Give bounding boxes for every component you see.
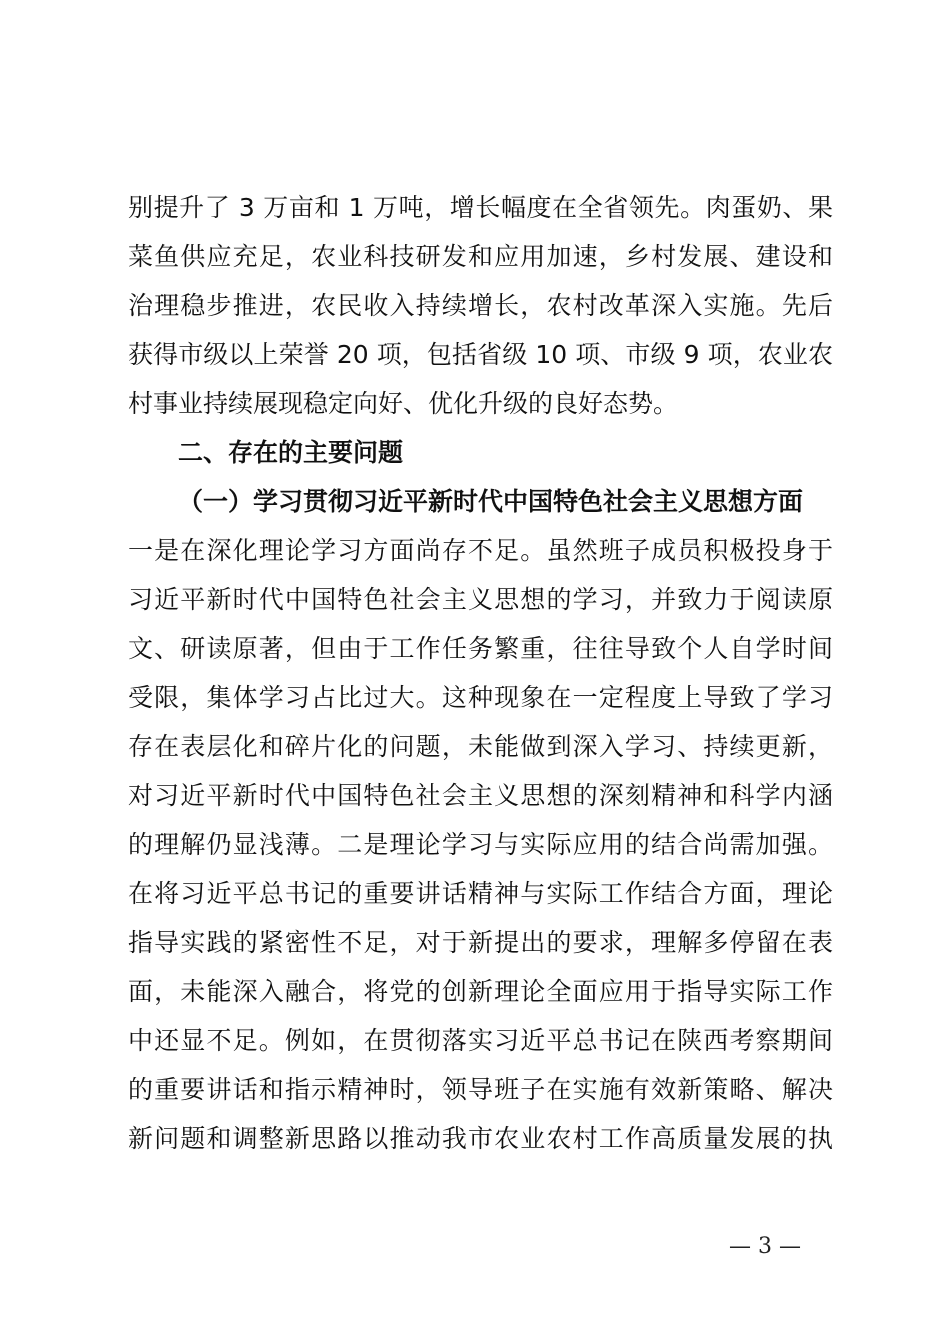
paragraph-2-line: 指导实践的紧密性不足，对于新提出的要求，理解多停留在表 (128, 928, 833, 957)
paragraph-1-line: 村事业持续展现稳定向好、优化升级的良好态势。 (128, 389, 679, 418)
paragraph-2-line: 的重要讲话和指示精神时，领导班子在实施有效新策略、解决 (128, 1075, 833, 1104)
paragraph-2-line: 习近平新时代中国特色社会主义思想的学习，并致力于阅读原 (128, 585, 833, 614)
paragraph-2-line: 受限，集体学习占比过大。这种现象在一定程度上导致了学习 (128, 683, 833, 712)
paragraph-2-line: 对习近平新时代中国特色社会主义思想的深刻精神和科学内涵 (128, 781, 833, 810)
paragraph-2-line: 面，未能深入融合，将党的创新理论全面应用于指导实际工作 (128, 977, 833, 1006)
paragraph-1-line: 菜鱼供应充足，农业科技研发和应用加速，乡村发展、建设和 (128, 242, 833, 271)
paragraph-1-line: 获得市级以上荣誉 20 项，包括省级 10 项、市级 9 项，农业农 (128, 340, 833, 369)
paragraph-1-line: 治理稳步推进，农民收入持续增长，农村改革深入实施。先后 (128, 291, 833, 320)
paragraph-2-line: 文、研读原著，但由于工作任务繁重，往往导致个人自学时间 (128, 634, 833, 663)
paragraph-2-line: 存在表层化和碎片化的问题，未能做到深入学习、持续更新， (128, 732, 833, 761)
paragraph-2-line: 新问题和调整新思路以推动我市农业农村工作高质量发展的执 (128, 1124, 833, 1153)
paragraph-2-line: 中还显不足。例如，在贯彻落实习近平总书记在陕西考察期间 (128, 1026, 833, 1055)
paragraph-2-line: 在将习近平总书记的重要讲话精神与实际工作结合方面，理论 (128, 879, 833, 908)
subsection-heading: （一）学习贯彻习近平新时代中国特色社会主义思想方面 (178, 487, 804, 516)
paragraph-1-line: 别提升了 3 万亩和 1 万吨，增长幅度在全省领先。肉蛋奶、果 (128, 193, 833, 222)
section-heading: 二、存在的主要问题 (178, 438, 404, 467)
paragraph-2-line: 的理解仍显浅薄。二是理论学习与实际应用的结合尚需加强。 (128, 830, 833, 859)
paragraph-2-line: 一是在深化理论学习方面尚存不足。虽然班子成员积极投身于 (128, 536, 833, 565)
page-number: — 3 — (729, 1234, 801, 1259)
